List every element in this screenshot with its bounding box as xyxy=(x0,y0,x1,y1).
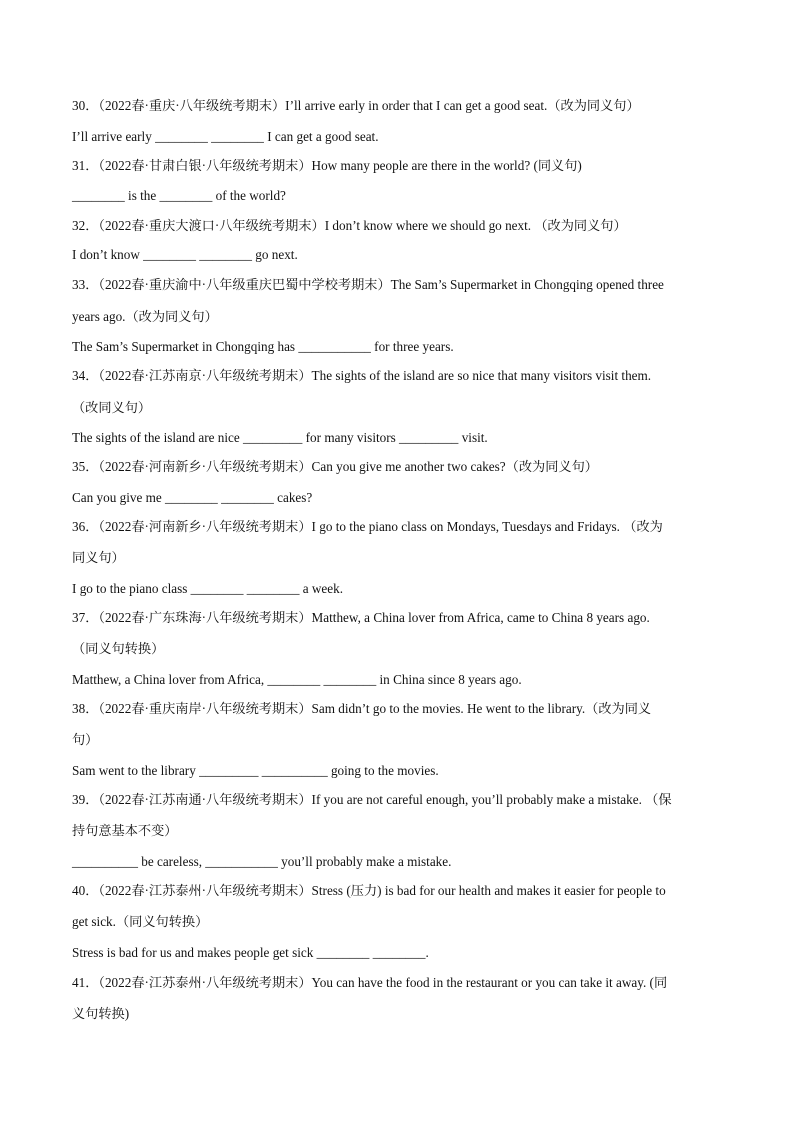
question-35-answer: Can you give me ________ ________ cakes? xyxy=(72,490,313,505)
question-40-answer: Stress is bad for us and makes people get sick ________ ________. xyxy=(72,945,429,960)
question-38-answer: Sam went to the library _________ __________ going to the movies. xyxy=(72,763,439,778)
question-37-prompt: 37．（2022春·广东珠海·八年级统考期末）Matthew, a China lover from Africa, came to China 8 years ago. xyxy=(72,610,650,625)
question-38-prompt-cont: 句） xyxy=(72,732,99,747)
question-37-answer: Matthew, a China lover from Africa, ________ ________ in China since 8 years ago. xyxy=(72,672,522,687)
question-33-prompt-cont: years ago.（改为同义句） xyxy=(72,309,218,324)
question-41-prompt-cont: 义句转换) xyxy=(72,1006,130,1021)
question-33-answer: The Sam’s Supermarket in Chongqing has ___________ for three years. xyxy=(72,339,454,354)
question-34-prompt: 34．（2022春·江苏南京·八年级统考期末）The sights of the island are so nice that many visitors visit them. xyxy=(72,368,652,383)
question-36-answer: I go to the piano class ________ ________ a week. xyxy=(72,581,344,596)
question-36-prompt: 36．（2022春·河南新乡·八年级统考期末）I go to the piano class on Mondays, Tuesdays and Fridays. （改为 xyxy=(72,519,663,534)
question-35-prompt: 35．（2022春·河南新乡·八年级统考期末）Can you give me another two cakes?（改为同义句） xyxy=(72,459,598,474)
question-32-prompt: 32．（2022春·重庆大渡口·八年级统考期末）I don’t know where we should go next. （改为同义句） xyxy=(72,218,627,233)
question-36-prompt-cont: 同义句） xyxy=(72,550,125,565)
question-31-answer: ________ is the ________ of the world? xyxy=(72,188,286,203)
question-31-prompt: 31．（2022春·甘肃白银·八年级统考期末）How many people are there in the world? (同义句) xyxy=(72,158,582,173)
question-39-prompt-cont: 持句意基本不变） xyxy=(72,823,178,838)
question-41-prompt: 41．（2022春·江苏泰州·八年级统考期末）You can have the food in the restaurant or you can take it away. (同 xyxy=(72,975,668,990)
question-37-prompt-cont: （同义句转换） xyxy=(72,641,165,656)
question-39-answer: __________ be careless, ___________ you’ll probably make a mistake. xyxy=(72,854,452,869)
question-40-prompt: 40．（2022春·江苏泰州·八年级统考期末）Stress (压力) is bad for our health and makes it easier for people to xyxy=(72,883,666,898)
question-34-answer: The sights of the island are nice _________ for many visitors _________ visit. xyxy=(72,430,488,445)
question-32-answer: I don’t know ________ ________ go next. xyxy=(72,247,298,262)
question-40-prompt-cont: get sick.（同义句转换） xyxy=(72,914,209,929)
question-39-prompt: 39．（2022春·江苏南通·八年级统考期末）If you are not careful enough, you’ll probably make a mistake. （保 xyxy=(72,792,672,807)
question-38-prompt: 38．（2022春·重庆南岸·八年级统考期末）Sam didn’t go to the movies. He went to the library.（改为同义 xyxy=(72,701,652,716)
question-33-prompt: 33．（2022春·重庆渝中·八年级重庆巴蜀中学校考期末）The Sam’s Supermarket in Chongqing opened three xyxy=(72,277,664,292)
question-30-answer: I’ll arrive early ________ ________ I can get a good seat. xyxy=(72,129,379,144)
question-34-prompt-cont: （改同义句） xyxy=(72,400,152,415)
question-30-prompt: 30．（2022春·重庆·八年级统考期末）I’ll arrive early in order that I can get a good seat.（改为同义句） xyxy=(72,98,640,113)
